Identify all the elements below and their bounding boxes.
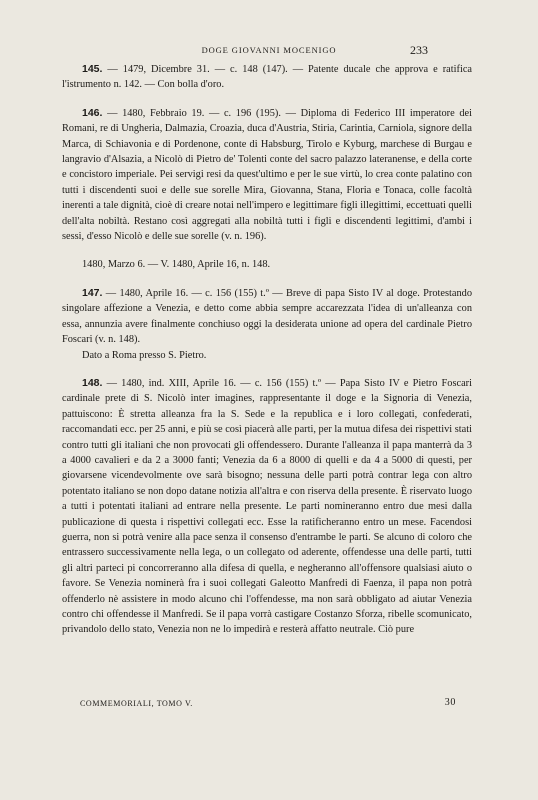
entry-number: 145. bbox=[82, 63, 103, 75]
entry-145 bbox=[62, 62, 472, 93]
entry-text: — 1480, Aprile 16. — c. 156 (155) t.º — Breve di papa Sisto IV al doge. Protestando singolare affezione a Venezia, e detto come abbia sempre accarezzata l'idea di un'alleanza con essa, annunzia avere finalmente conchiuso oggi la desiderata unione ad opera del cardinale Pietro Foscari (v. n. 148). bbox=[62, 287, 472, 346]
entry-number: 147. bbox=[82, 286, 103, 299]
cross-reference-note: 1480, Marzo 6. — V. 1480, Aprile 16, n. 148. bbox=[82, 259, 271, 271]
running-title: DOGE GIOVANNI MOCENIGO bbox=[201, 45, 337, 55]
signature-mark: COMMEMORIALI, TOMO V. bbox=[80, 699, 193, 708]
running-header bbox=[0, 43, 538, 59]
entry-number: 146. bbox=[82, 106, 103, 119]
page-footer bbox=[80, 697, 458, 713]
page-number: 233 bbox=[410, 43, 428, 57]
dating-note: Dato a Roma presso S. Pietro. bbox=[82, 349, 207, 361]
entry-text: — 1480, Febbraio 19. — c. 196 (195). — Diploma di Federico III imperatore dei Romani, re di Ungheria, Dalmazia, Croazia, duca d'Austria, Stiria, Carintia, Carniola, signore della Marca, di Schiavonia e di Pordenone, conte di Habsburg, Tirolo e Kyburg, marchese di Burgau e langravio d'Alsazia, a Nicolò di Pietro de' Tolenti conte del sacro palazzo lateranense, e della corte e concistoro imperiale. Pei servigi resi da quest'ultimo e per le sue virtù, lo crea conte palatino con tutti i discendenti suoi e delle sue sorelle Mira, Giovanna, Stana, Floria e Tonaca, colle facoltà inerenti a tale dignità, cioè di creare notai nell'impero e legittimare figli illegittimi, eccettuati quelli dell'alta nobiltà. Restano così aggregati alla nobiltà tutti i figli e discendenti legittimi, d'ambi i sessi, d'esso Nicolò e delle sue sorelle (v. n. 196). bbox=[62, 107, 472, 243]
signature-number: 30 bbox=[444, 697, 456, 708]
entry-text: — 1479, Dicembre 31. — c. 148 (147). — Patente ducale che approva e ratifica l'istrumento n. 142. — Con bolla d'oro. bbox=[62, 64, 472, 91]
entry-146 bbox=[62, 106, 472, 245]
entry-text: — 1480, ind. XIII, Aprile 16. — c. 156 (155) t.º — Papa Sisto IV e Pietro Foscari cardinale prete di S. Nicolò inter imagines, rappresentante il doge e la Signoria di Venezia, pattuiscono: È stretta alleanza fra la S. Sede e la republica e i loro collegati, confederati, raccomandati ecc. per 25 anni, e più se così piacerà alle parti, per la mutua difesa dei rispettivi stati contro tutti gli italiani che non provocati gli offendessero. Durante l'alleanza il papa manterrà da 3 a 4000 cavalieri e da 2 a 3000 fanti; Venezia da 6 a 8000 di quelli e da 4 a 5000 di questi, per giovarsene vicendevolmente ove sarà bisogno; nessuna delle parti potrà contrar lega con altro potentato italiano se non dopo datane notizia all'altra e con riserva della presente. È riservato luogo a tutti i potentati italiani ad entrare nella presente. Le parti nomineranno entro due mesi dalla publicazione di questa i rispettivi collegati ecc. Esse la ratificheranno entro un mese. Facendosi guerra, non si potrà venire alla pace senza il consenso d'entrambe le parti. Se alcuno di coloro che entrassero successivamente nella lega, o un collegato od aderente, offendesse una delle parti, tutti gli altri parteci pi concorreranno alla difesa di quella, e negheranno all'offensore qualsiasi aiuto o favore. Se Venezia nominerà fra i suoi collegati Galeotto Manfredi di Faenza, il papa non potrà offenderlo nè assistere in modo alcuno chi l'offendesse, ma non sarà obbligato ad aiutar Venezia contro chi offendesse il Manfredi. Se il papa vorrà castigare Costanzo Sforza, ribelle scomunicato, privandolo dello stato, Venezia non ne lo impedirà e resterà affatto neutrale. Ciò pure bbox=[62, 377, 472, 636]
page-body bbox=[62, 62, 472, 638]
entry-147 bbox=[62, 286, 472, 348]
entry-number: 148. bbox=[82, 376, 103, 389]
entry-148 bbox=[62, 376, 472, 638]
